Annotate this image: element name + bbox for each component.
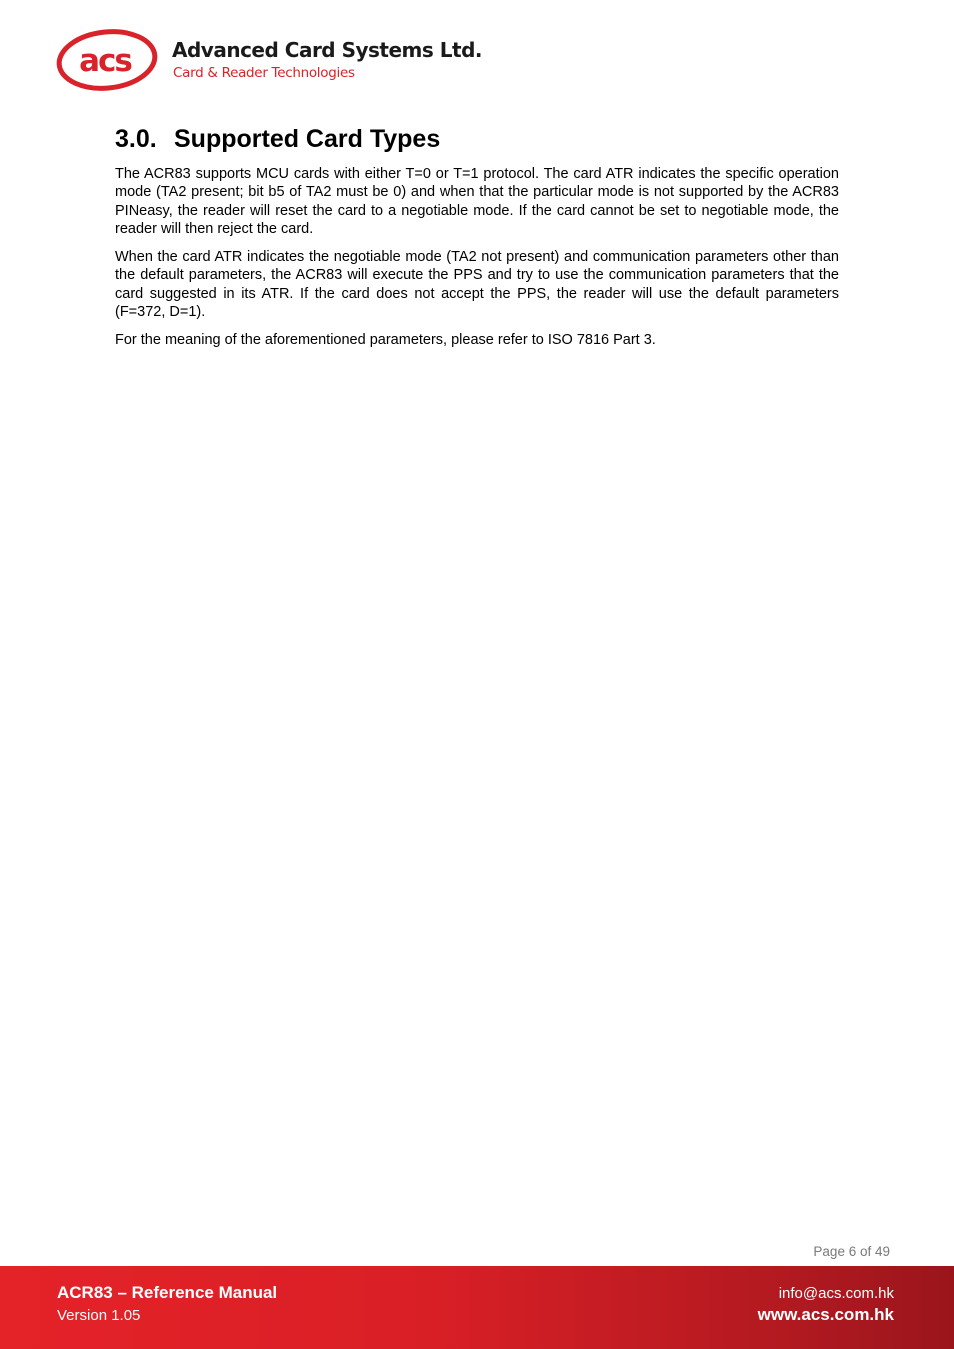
document-title: ACR83 – Reference Manual (57, 1283, 278, 1302)
section-title: Supported Card Types (174, 125, 441, 153)
paragraph: The ACR83 supports MCU cards with either T=0 or T=1 protocol. The card ATR indicates the specific operation mode (TA2 present; bit b5 of TA2 must be 0) and when that the particular mode is not supported by the ACR83 PINeasy, the reader will reset the card to a negotiable mode. If the card cannot be set to negotiable mode, the reader will then reject the card. (115, 166, 839, 237)
acs-logo (55, 28, 159, 92)
contact-email-link[interactable]: info@acs.com.hk (778, 1285, 894, 1302)
company-name: Advanced Card Systems Ltd. (172, 38, 482, 62)
paragraph: When the card ATR indicates the negotiable mode (TA2 not present) and communication parameters other than the default parameters, the ACR83 will execute the PPS and try to use the communication parameters that the card suggested in its ATR. If the card does not accept the PPS, the reader will use the default parameters (F=372, D=1). (115, 249, 839, 321)
section-number: 3.0. (115, 125, 157, 153)
page-header (55, 28, 482, 94)
document-version: Version 1.05 (57, 1307, 141, 1324)
paragraph: For the meaning of the aforementioned parameters, please refer to ISO 7816 Part 3. (115, 332, 656, 349)
section-heading (115, 124, 839, 154)
main-content (115, 124, 839, 360)
page-footer (0, 1266, 954, 1349)
company-tagline: Card & Reader Technologies (173, 65, 355, 81)
logo-text: acs (79, 43, 131, 79)
website-link[interactable]: www.acs.com.hk (757, 1305, 894, 1324)
page-number: Page 6 of 49 (813, 1244, 890, 1259)
